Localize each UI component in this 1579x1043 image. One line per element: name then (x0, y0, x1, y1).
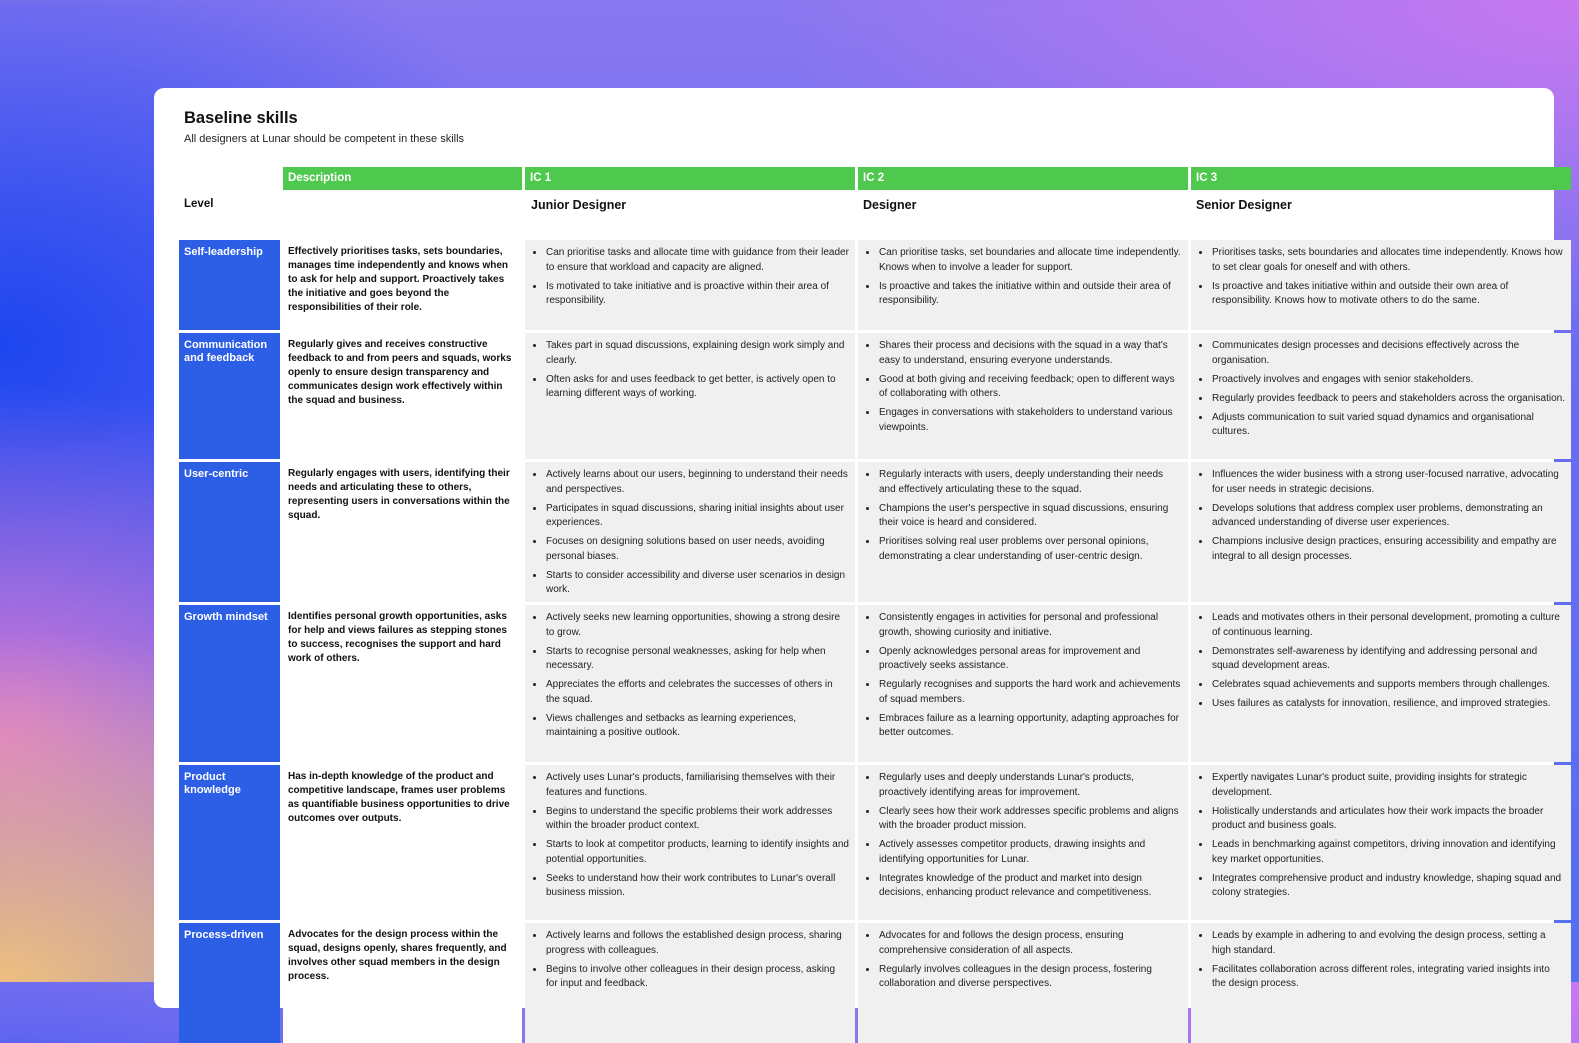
list-item: • Starts to recognise personal weaknesses, asking for help when necessary. (545, 644, 849, 674)
list-item: • Can prioritise tasks and allocate time with guidance from their leader to ensure that workload and capacity are aligned. (545, 245, 849, 275)
level-label: Level (184, 198, 214, 210)
table-row (179, 240, 1579, 330)
list-item: • Appreciates the efforts and celebrates the successes of others in the squad. (545, 677, 849, 707)
ic2-cell (858, 333, 1188, 459)
list-item: • Leads and motivates others in their personal development, promoting a culture of continuous learning. (1211, 610, 1565, 640)
header-ic1: IC 1 (525, 167, 855, 190)
skill-label: Self-leadership (179, 240, 280, 330)
table-row (179, 462, 1579, 602)
expectation-list (531, 245, 849, 309)
ic2-cell (858, 240, 1188, 330)
list-item: • Influences the wider business with a strong user-focused narrative, advocating for user needs in strategic decisions. (1211, 467, 1565, 497)
expectation-list (531, 928, 849, 992)
table-row (179, 923, 1579, 1043)
role-ic1: Junior Designer (531, 198, 627, 212)
table-row (179, 765, 1579, 920)
list-item: • Expertly navigates Lunar's product suite, providing insights for strategic development. (1211, 770, 1565, 800)
expectation-list (1197, 770, 1565, 901)
expectation-list (531, 338, 849, 402)
list-item: • Engages in conversations with stakeholders to understand various viewpoints. (878, 405, 1182, 435)
list-item: • Adjusts communication to suit varied squad dynamics and organisational cultures. (1211, 410, 1565, 440)
skill-description: Regularly gives and receives constructive feedback to and from peers and squads, works openly to ensure design transparency and communicates design work effectively within the squad and business. (283, 333, 522, 459)
list-item: • Uses failures as catalysts for innovation, resilience, and improved strategies. (1211, 696, 1565, 712)
list-item: • Regularly interacts with users, deeply understanding their needs and effectively articulating these to the squad. (878, 467, 1182, 497)
ic1-cell (525, 923, 855, 1043)
list-item: • Often asks for and uses feedback to get better, is actively open to learning different ways of working. (545, 372, 849, 402)
list-item: • Actively learns and follows the established design process, sharing progress with colleagues. (545, 928, 849, 958)
page-title: Baseline skills (184, 109, 298, 127)
list-item: • Views challenges and setbacks as learning experiences, maintaining a positive outlook. (545, 711, 849, 741)
skill-label: User-centric (179, 462, 280, 602)
expectation-list (864, 928, 1182, 992)
list-item: • Can prioritise tasks, set boundaries and allocate time independently. Knows when to involve a leader for support. (878, 245, 1182, 275)
expectation-list (531, 610, 849, 741)
list-item: • Prioritises tasks, sets boundaries and allocates time independently. Knows how to set clear goals for oneself and with others. (1211, 245, 1565, 275)
page-subtitle: All designers at Lunar should be competent in these skills (184, 133, 465, 145)
ic1-cell (525, 240, 855, 330)
list-item: • Starts to look at competitor products, learning to identify insights and potential opportunities. (545, 837, 849, 867)
list-item: • Is motivated to take initiative and is proactive within their area of responsibility. (545, 279, 849, 309)
header-ic2: IC 2 (858, 167, 1188, 190)
ic2-cell (858, 765, 1188, 920)
expectation-list (1197, 338, 1565, 440)
expectation-list (531, 467, 849, 598)
skill-description: Effectively prioritises tasks, sets boundaries, manages time independently and knows when to ask for help and support. Proactively takes the initiative and goes beyond the responsibilities of their role. (283, 240, 522, 330)
list-item: • Regularly involves colleagues in the design process, fostering collaboration and diverse perspectives. (878, 962, 1182, 992)
ic1-cell (525, 462, 855, 602)
ic1-cell (525, 333, 855, 459)
list-item: • Focuses on designing solutions based on user needs, avoiding personal biases. (545, 534, 849, 564)
list-item: • Facilitates collaboration across different roles, integrating varied insights into the design process. (1211, 962, 1565, 992)
list-item: • Leads in benchmarking against competitors, driving innovation and identifying key market opportunities. (1211, 837, 1565, 867)
list-item: • Clearly sees how their work addresses specific problems and aligns with the broader product mission. (878, 804, 1182, 834)
expectation-list (864, 610, 1182, 741)
list-item: • Openly acknowledges personal areas for improvement and proactively seeks assistance. (878, 644, 1182, 674)
expectation-list (531, 770, 849, 901)
list-item: • Communicates design processes and decisions effectively across the organisation. (1211, 338, 1565, 368)
list-item: • Champions the user's perspective in squad discussions, ensuring their voice is heard and considered. (878, 501, 1182, 531)
list-item: • Consistently engages in activities for personal and professional growth, showing curiosity and initiative. (878, 610, 1182, 640)
list-item: • Champions inclusive design practices, ensuring accessibility and empathy are integral to all design processes. (1211, 534, 1565, 564)
list-item: • Shares their process and decisions with the squad in a way that's easy to understand, ensuring everyone understands. (878, 338, 1182, 368)
list-item: • Demonstrates self-awareness by identifying and addressing personal and squad development areas. (1211, 644, 1565, 674)
ic2-cell (858, 462, 1188, 602)
skill-label: Growth mindset (179, 605, 280, 762)
list-item: • Integrates knowledge of the product and market into design decisions, enhancing product relevance and competitiveness. (878, 871, 1182, 901)
list-item: • Regularly provides feedback to peers and stakeholders across the organisation. (1211, 391, 1565, 407)
list-item: • Holistically understands and articulates how their work impacts the broader product and business goals. (1211, 804, 1565, 834)
list-item: • Actively seeks new learning opportunities, showing a strong desire to grow. (545, 610, 849, 640)
ic3-cell (1191, 333, 1571, 459)
ic3-cell (1191, 240, 1571, 330)
list-item: • Begins to understand the specific problems their work addresses within the broader product context. (545, 804, 849, 834)
ic1-cell (525, 605, 855, 762)
ic3-cell (1191, 605, 1571, 762)
list-item: • Regularly uses and deeply understands Lunar's products, proactively identifying areas for improvement. (878, 770, 1182, 800)
role-ic3: Senior Designer (1196, 198, 1292, 212)
list-item: • Integrates comprehensive product and industry knowledge, shaping squad and colony strategies. (1211, 871, 1565, 901)
list-item: • Leads by example in adhering to and evolving the design process, setting a high standard. (1211, 928, 1565, 958)
list-item: • Seeks to understand how their work contributes to Lunar's overall business mission. (545, 871, 849, 901)
ic2-cell (858, 605, 1188, 762)
table-row (179, 605, 1579, 762)
expectation-list (864, 338, 1182, 435)
list-item: • Prioritises solving real user problems over personal opinions, demonstrating a clear understanding of user-centric design. (878, 534, 1182, 564)
list-item: • Starts to consider accessibility and diverse user scenarios in design work. (545, 568, 849, 598)
list-item: • Is proactive and takes the initiative within and outside their area of responsibility. (878, 279, 1182, 309)
list-item: • Actively assesses competitor products, drawing insights and identifying opportunities for Lunar. (878, 837, 1182, 867)
expectation-list (1197, 467, 1565, 564)
expectation-list (1197, 245, 1565, 309)
expectation-list (1197, 610, 1565, 712)
skills-matrix-card (154, 88, 1565, 1008)
skill-label: Communication and feedback (179, 333, 280, 459)
skill-description: Regularly engages with users, identifying their needs and articulating these to others, representing users in conversations within the squad. (283, 462, 522, 602)
expectation-list (864, 245, 1182, 309)
table-row (179, 333, 1579, 459)
list-item: • Actively uses Lunar's products, familiarising themselves with their features and functions. (545, 770, 849, 800)
ic3-cell (1191, 765, 1571, 920)
skill-label: Product knowledge (179, 765, 280, 920)
list-item: • Embraces failure as a learning opportunity, adapting approaches for better outcomes. (878, 711, 1182, 741)
list-item: • Actively learns about our users, beginning to understand their needs and perspectives. (545, 467, 849, 497)
skill-description: Advocates for the design process within the squad, designs openly, shares frequently, and involves other squad members in the design process. (283, 923, 522, 1043)
expectation-list (864, 770, 1182, 901)
role-ic2: Designer (863, 198, 917, 212)
expectation-list (864, 467, 1182, 564)
ic3-cell (1191, 462, 1571, 602)
list-item: • Is proactive and takes initiative within and outside their own area of responsibility. Knows how to motivate others to do the same. (1211, 279, 1565, 309)
list-item: • Proactively involves and engages with senior stakeholders. (1211, 372, 1565, 388)
skill-label: Process-driven (179, 923, 280, 1043)
ic2-cell (858, 923, 1188, 1043)
header-ic3: IC 3 (1191, 167, 1571, 190)
list-item: • Participates in squad discussions, sharing initial insights about user experiences. (545, 501, 849, 531)
list-item: • Develops solutions that address complex user problems, demonstrating an advanced understanding of diverse user experiences. (1211, 501, 1565, 531)
list-item: • Good at both giving and receiving feedback; open to different ways of collaborating with others. (878, 372, 1182, 402)
list-item: • Takes part in squad discussions, explaining design work simply and clearly. (545, 338, 849, 368)
header-description: Description (283, 167, 522, 190)
list-item: • Regularly recognises and supports the hard work and achievements of squad members. (878, 677, 1182, 707)
list-item: • Begins to involve other colleagues in their design process, asking for input and feedback. (545, 962, 849, 992)
list-item: • Advocates for and follows the design process, ensuring comprehensive consideration of all aspects. (878, 928, 1182, 958)
expectation-list (1197, 928, 1565, 992)
ic3-cell (1191, 923, 1571, 1043)
list-item: • Celebrates squad achievements and supports members through challenges. (1211, 677, 1565, 693)
ic1-cell (525, 765, 855, 920)
skill-description: Has in-depth knowledge of the product and competitive landscape, frames user problems as quantifiable business opportunities to drive outcomes over outputs. (283, 765, 522, 920)
skill-description: Identifies personal growth opportunities, asks for help and views failures as stepping stones to success, recognises the support and hard work of others. (283, 605, 522, 762)
